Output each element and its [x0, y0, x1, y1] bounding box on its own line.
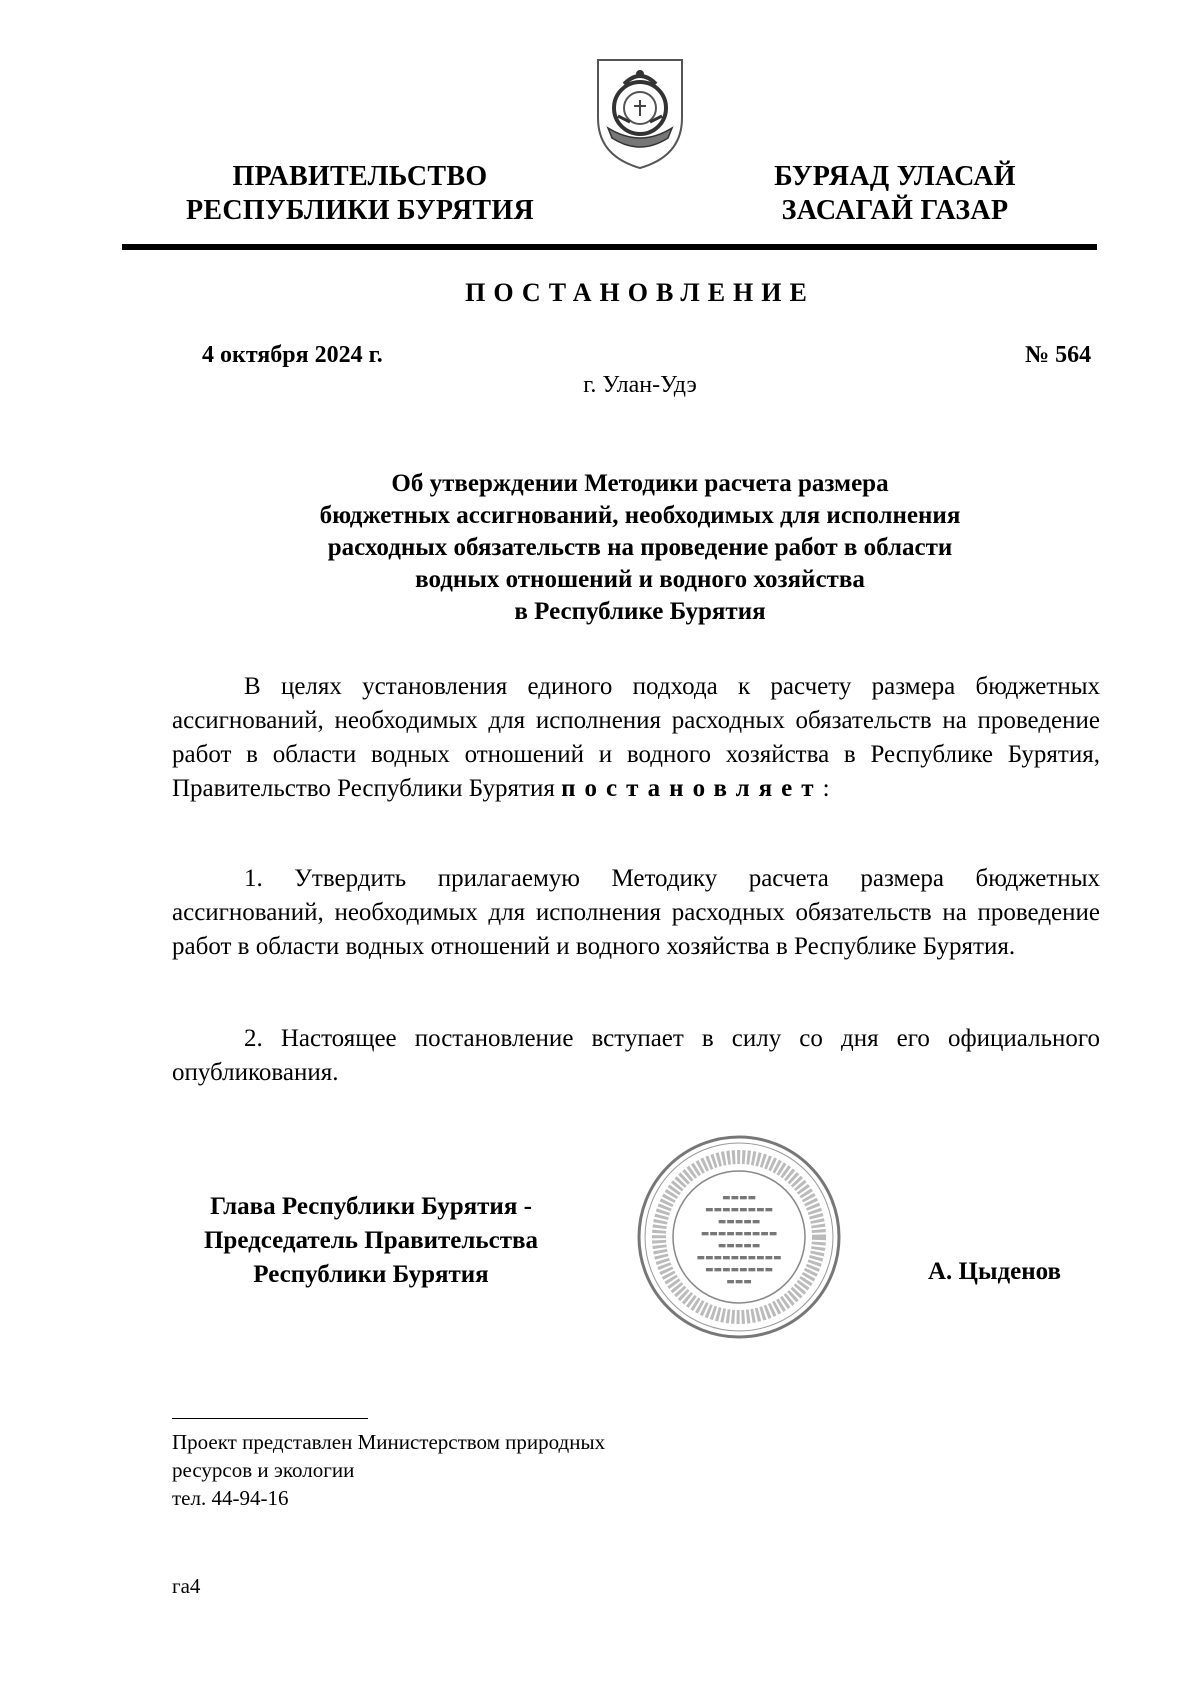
- government-name-bua: [745, 160, 1045, 228]
- svg-text:▬▬▬▬▬▬▬▬▬▬: ▬▬▬▬▬▬▬▬▬▬: [696, 1253, 782, 1263]
- svg-text:▬▬▬▬▬▬▬▬: ▬▬▬▬▬▬▬▬: [704, 1205, 774, 1215]
- document-code: га4: [172, 1574, 201, 1598]
- signatory-title-line2: Председатель Правительства: [203, 1227, 539, 1254]
- document-date: 4 октября 2024 г.: [202, 342, 383, 368]
- title-line: водных отношений и водного хозяйства: [415, 566, 865, 593]
- clause-1: 1. Утвердить прилагаемую Методику расчета размера бюджетных ассигнований, необходимых для исполнения расходных обязательств на проведение работ в области водных отношений и водного хозяйства в Республике Бурятия.: [172, 865, 1100, 960]
- svg-text:▬▬▬▬▬: ▬▬▬▬▬: [717, 1217, 761, 1227]
- title-line: в Республике Бурятия: [514, 598, 766, 625]
- footer-note: [172, 1428, 732, 1512]
- footer-line2: ресурсов и экологии: [172, 1458, 355, 1482]
- svg-text:▬▬▬: ▬▬▬: [726, 1277, 752, 1287]
- government-name-ru: [170, 160, 550, 228]
- document-number: № 564: [1025, 342, 1092, 368]
- official-stamp: [634, 1132, 844, 1342]
- coat-of-arms-icon: [590, 56, 690, 172]
- document-title: [210, 468, 1070, 628]
- signatory-title: [176, 1190, 566, 1292]
- svg-text:▬▬▬▬: ▬▬▬▬: [721, 1193, 757, 1203]
- svg-text:▬▬▬▬▬▬▬▬: ▬▬▬▬▬▬▬▬: [704, 1265, 774, 1275]
- title-line: бюджетных ассигнований, необходимых для исполнения: [319, 502, 961, 529]
- government-name-ru-line1: ПРАВИТЕЛЬСТВО: [232, 161, 488, 192]
- clause-2: 2. Настоящее постановление вступает в силу со дня его официального опубликования.: [172, 1025, 1100, 1086]
- document-type: ПОСТАНОВЛЕНИЕ: [465, 278, 815, 307]
- header-divider: [122, 244, 1097, 250]
- document-city: г. Улан-Удэ: [583, 372, 697, 398]
- signatory-name: А. Цыденов: [928, 1258, 1062, 1285]
- title-line: расходных обязательств на проведение работ в области: [327, 534, 953, 561]
- preamble-colon: :: [822, 775, 830, 802]
- government-name-bua-line1: БУРЯАД УЛАСАЙ: [774, 161, 1016, 192]
- footer-line1: Проект представлен Министерством природных: [172, 1430, 606, 1454]
- resolves-word: постановляет: [561, 775, 823, 802]
- preamble-paragraph: [172, 670, 1100, 806]
- signatory-title-line1: Глава Республики Бурятия -: [210, 1193, 532, 1220]
- government-name-ru-line2: РЕСПУБЛИКИ БУРЯТИЯ: [186, 195, 534, 226]
- svg-text:▬▬▬▬▬: ▬▬▬▬▬: [717, 1241, 761, 1251]
- title-line: Об утверждении Методики расчета размера: [391, 470, 889, 497]
- footer-divider: [172, 1418, 368, 1419]
- government-name-bua-line2: ЗАСАГАЙ ГАЗАР: [781, 195, 1009, 226]
- preamble-text: В целях установления единого подхода к расчету размера бюджетных ассигнований, необходимых для исполнения расходных обязательств на проведение работ в области водных отношений и водного хозяйства в Республике Бурятия, Правительство Республики Бурятия: [172, 673, 1100, 802]
- footer-phone: тел. 44-94-16: [172, 1486, 289, 1510]
- svg-text:▬▬▬▬▬▬▬▬▬: ▬▬▬▬▬▬▬▬▬: [700, 1229, 778, 1239]
- signatory-title-line3: Республики Бурятия: [253, 1261, 489, 1288]
